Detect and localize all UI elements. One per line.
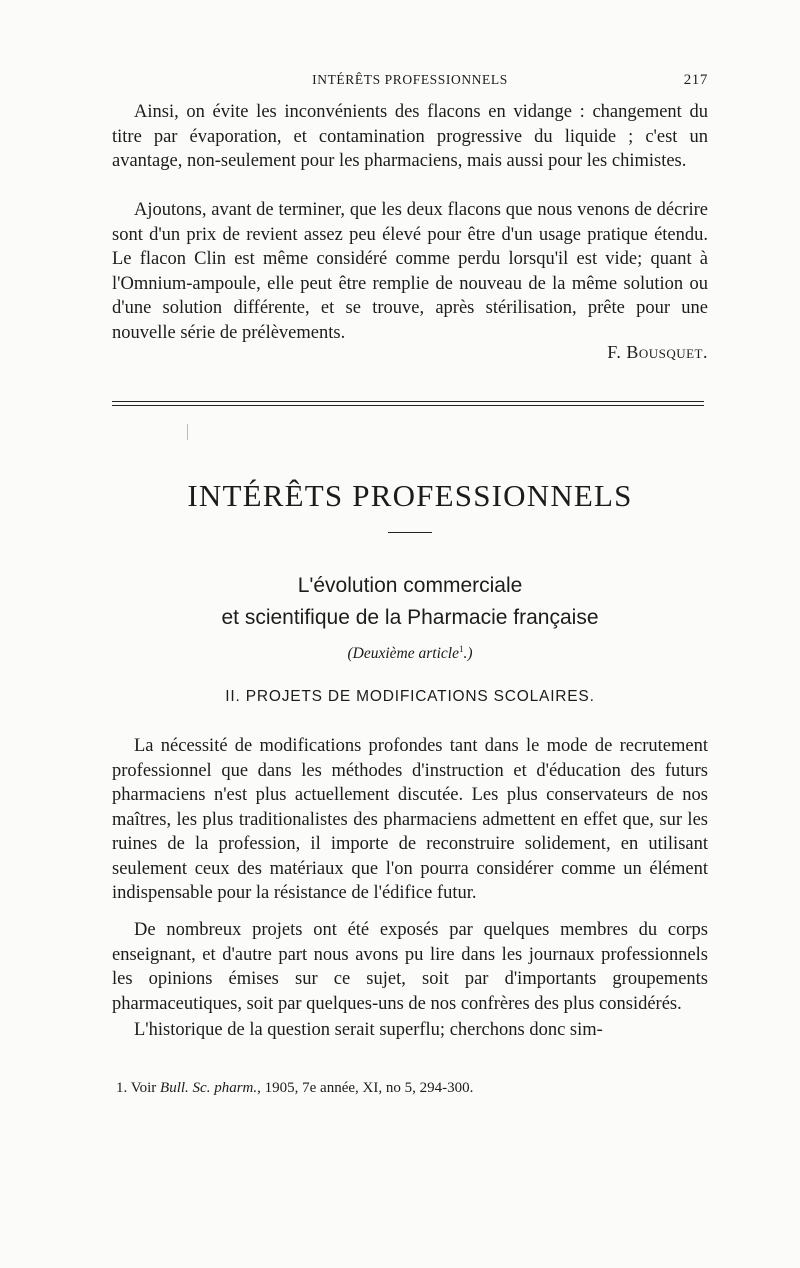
article-title-line-1: L'évolution commerciale — [297, 574, 523, 597]
paragraph-necessite: La nécessité de modifications profondes tant dans le mode de recrutement professionnel que dans les méthodes d'instruction et d'éducation des futurs pharmaciens n'est plus actuellement discutée. Les plus conservateurs de nos maîtres, les plus traditionalistes des pharmaciens admettent en effet que, sur les ruines de la profession, il importe de reconstruire solidement, en utilisant seulement ceux des matériaux que l'on pourra considérer comme un élément indispensable pour la résistance de l'édifice futur. — [112, 736, 708, 903]
footnote — [116, 1078, 708, 1098]
footnote-text-before: Voir — [130, 1080, 157, 1096]
running-head — [112, 72, 708, 94]
paragraph-historique: L'historique de la question serait superflu; cherchons donc sim- — [134, 1020, 603, 1040]
section-title: INTÉRÊTS PROFESSIONNELS — [187, 478, 633, 513]
paragraph-flacons-vidange: Ainsi, on évite les inconvénients des flacons en vidange : changement du titre par évaporation, et contamination progressive du liquide ; c'est un avantage, non-seulement pour les pharmaciens, mais aussi pour les chimistes. — [112, 102, 708, 171]
paragraph-ajoutons: Ajoutons, avant de terminer, que les deux flacons que nous venons de décrire sont d'un prix de revient assez peu élevé pour être d'un usage pratique étendu. Le flacon Clin est même considéré comme perdu lorsqu'il est vide; quant à l'Omnium-ampoule, elle peut être remplie de nouveau de la même solution ou d'une solution différente, et se trouve, après stérilisation, prête pour une nouvelle série de prélèvements. — [112, 200, 708, 343]
footnote-text-after: , 1905, 7e année, XI, no 5, 294-300. — [257, 1080, 474, 1096]
running-head-title: INTÉRÊTS PROFESSIONNELS — [312, 72, 508, 87]
author-signature: F. Bousquet. — [607, 342, 708, 362]
stray-mark — [187, 424, 188, 440]
footnote-number: 1. — [116, 1080, 128, 1096]
page-number: 217 — [683, 72, 708, 88]
section-divider-bottom — [112, 405, 704, 406]
section-heading: II. PROJETS DE MODIFICATIONS SCOLAIRES. — [225, 688, 595, 705]
section-divider-top — [112, 401, 704, 402]
article-subnote — [112, 644, 708, 663]
footnote-journal: Bull. Sc. pharm. — [160, 1080, 258, 1096]
paragraph-projets: De nombreux projets ont été exposés par quelques membres du corps enseignant, et d'autre part nous avons pu lire dans les journaux professionnels les opinions émises sur ce sujet, soit par d'importants groupements pharmaceutiques, soit par quelques-uns de nos confrères des plus considérés. — [112, 920, 708, 1014]
subnote-end: .) — [463, 645, 473, 663]
article-title-line-2: et scientifique de la Pharmacie française — [221, 606, 599, 629]
subnote-text: (Deuxième article — [347, 645, 459, 663]
title-underline — [388, 532, 432, 533]
footnote-reference: 1 — [458, 644, 464, 654]
